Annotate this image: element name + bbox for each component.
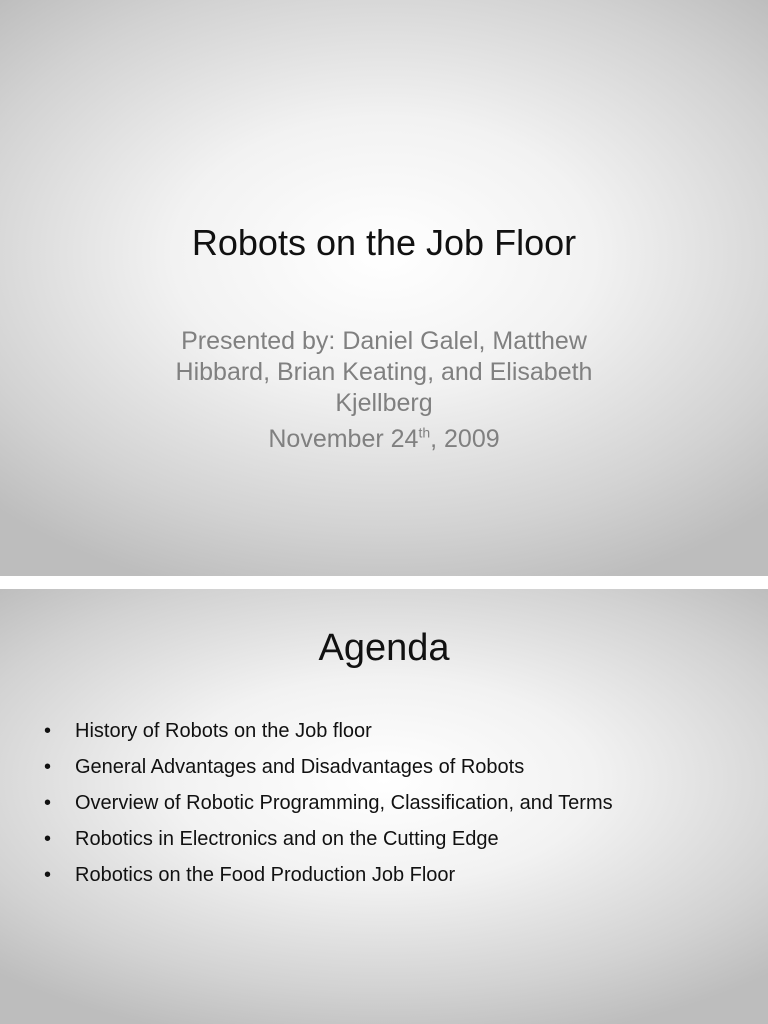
bullet-icon: • bbox=[44, 720, 52, 742]
date-year: , 2009 bbox=[430, 425, 500, 453]
presenters-line: Kjellberg bbox=[335, 389, 433, 417]
agenda-item-text: History of Robots on the Job floor bbox=[75, 720, 372, 742]
agenda-item bbox=[44, 749, 744, 785]
agenda-item-text: Robotics in Electronics and on the Cutting Edge bbox=[75, 828, 499, 850]
date-prefix: November 24 bbox=[268, 425, 419, 453]
slide-separator bbox=[0, 576, 768, 589]
agenda-title: Agenda bbox=[318, 627, 450, 669]
presentation-date bbox=[120, 424, 648, 455]
bullet-icon: • bbox=[44, 828, 52, 850]
agenda-list bbox=[44, 713, 744, 893]
bullet-icon: • bbox=[44, 756, 52, 778]
agenda-item bbox=[44, 713, 744, 749]
agenda-slide bbox=[0, 589, 768, 1024]
bullet-icon: • bbox=[44, 864, 52, 886]
agenda-item bbox=[44, 821, 744, 857]
presenters-line: Hibbard, Brian Keating, and Elisabeth bbox=[175, 358, 593, 386]
presenters-line: Presented by: Daniel Galel, Matthew bbox=[181, 327, 587, 355]
agenda-item bbox=[44, 857, 744, 893]
slide-title: Robots on the Job Floor bbox=[191, 222, 577, 263]
agenda-item-text: Overview of Robotic Programming, Classification, and Terms bbox=[75, 792, 613, 814]
date-ordinal-suffix: th bbox=[418, 424, 431, 441]
agenda-item-text: Robotics on the Food Production Job Floor bbox=[75, 864, 456, 886]
bullet-icon: • bbox=[44, 792, 52, 814]
presenters-block bbox=[120, 326, 648, 455]
agenda-item bbox=[44, 785, 744, 821]
agenda-item-text: General Advantages and Disadvantages of Robots bbox=[75, 756, 525, 778]
